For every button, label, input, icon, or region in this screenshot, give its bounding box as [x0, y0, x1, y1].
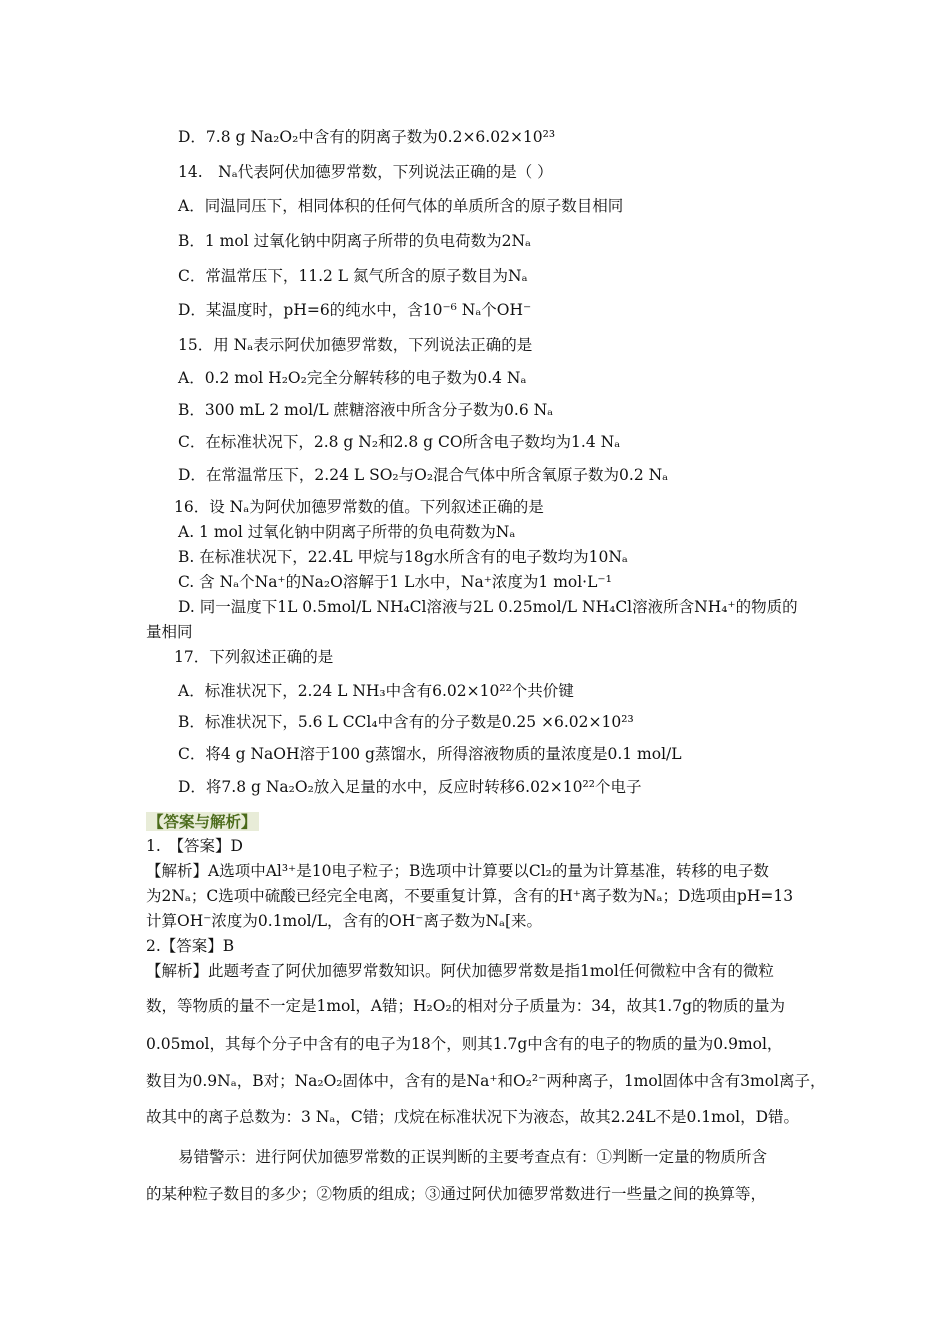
q13-option-d: D．7.8 g Na₂O₂中含有的阴离子数为0.2×6.02×10²³: [178, 128, 556, 146]
explanation-2-line-5: 故其中的离子总数为：3 Nₐ，C错；戊烷在标准状况下为液态，故其2.24L不是0.1mol，D错。: [146, 1108, 800, 1126]
warning-line-2: 的某种粒子数目的多少；②物质的组成；③通过阿伏加德罗常数进行一些量之间的换算等，: [146, 1185, 767, 1203]
q15-option-c: C．在标准状况下，2.8 g N₂和2.8 g CO所含电子数均为1.4 Nₐ: [178, 433, 621, 451]
q15-option-a: A．0.2 mol H₂O₂完全分解转移的电子数为0.4 Nₐ: [178, 369, 527, 387]
warning-line-1: 易错警示：进行阿伏加德罗常数的正误判断的主要考查点有：①判断一定量的物质所含: [178, 1148, 768, 1166]
explanation-1-line-3: 计算OH⁻浓度为0.1mol/L，含有的OH⁻离子数为Nₐ[来。: [146, 912, 543, 930]
explanation-1-line-1: 【解析】A选项中Al³⁺是10电子粒子；B选项中计算要以Cl₂的量为计算基准，转移的电子数: [146, 862, 769, 880]
q16-option-c: C. 含 Nₐ个Na⁺的Na₂O溶解于1 L水中，Na⁺浓度为1 mol·L⁻¹: [178, 573, 612, 591]
q16-option-d: D. 同一温度下1L 0.5mol/L NH₄Cl溶液与2L 0.25mol/L NH₄Cl溶液所含NH₄⁺的物质的: [178, 598, 798, 616]
q14-option-d: D．某温度时，pH=6的纯水中，含10⁻⁶ Nₐ个OH⁻: [178, 301, 532, 319]
q16-option-d-cont: 量相同: [146, 623, 193, 641]
q17-option-a: A．标准状况下，2.24 L NH₃中含有6.02×10²²个共价键: [178, 682, 574, 700]
explanation-2-line-1: 【解析】此题考查了阿伏加德罗常数知识。阿伏加德罗常数是指1mol任何微粒中含有的微粒: [146, 962, 774, 980]
explanation-2-line-4: 数目为0.9Nₐ，B对；Na₂O₂固体中，含有的是Na⁺和O₂²⁻两种离子，1mol固体中含有3mol离子，: [146, 1072, 826, 1090]
q17-stem: 17．下列叙述正确的是: [174, 648, 334, 666]
q17-option-c: C．将4 g NaOH溶于100 g蒸馏水，所得溶液物质的量浓度是0.1 mol/L: [178, 745, 682, 763]
q15-stem: 15．用 Nₐ表示阿伏加德罗常数，下列说法正确的是: [178, 336, 533, 354]
q15-option-b: B．300 mL 2 mol/L 蔗糖溶液中所含分子数为0.6 Nₐ: [178, 401, 554, 419]
q16-option-a: A. 1 mol 过氧化钠中阴离子所带的负电荷数为Nₐ: [178, 523, 516, 541]
q17-option-d: D．将7.8 g Na₂O₂放入足量的水中，反应时转移6.02×10²²个电子: [178, 778, 642, 796]
answer-1: 1. 【答案】D: [146, 837, 243, 855]
q17-option-b: B．标准状况下，5.6 L CCl₄中含有的分子数是0.25 ×6.02×10²³: [178, 713, 634, 731]
explanation-2-line-2: 数，等物质的量不一定是1mol，A错；H₂O₂的相对分子质量为：34，故其1.7g的物质的量为: [146, 997, 785, 1015]
q15-option-d: D．在常温常压下，2.24 L SO₂与O₂混合气体中所含氧原子数为0.2 Nₐ: [178, 466, 669, 484]
q16-stem: 16．设 Nₐ为阿伏加德罗常数的值。下列叙述正确的是: [174, 498, 544, 516]
q14-option-b: B．1 mol 过氧化钠中阴离子所带的负电荷数为2Nₐ: [178, 232, 531, 250]
q14-stem: 14. Nₐ代表阿伏加德罗常数，下列说法正确的是（ ）: [178, 163, 553, 181]
explanation-1-line-2: 为2Nₐ；C选项中硫酸已经完全电离，不要重复计算，含有的H⁺离子数为Nₐ；D选项由pH=13: [146, 887, 794, 905]
q14-option-a: A．同温同压下，相同体积的任何气体的单质所含的原子数目相同: [178, 197, 624, 215]
answer-2: 2.【答案】B: [146, 937, 235, 955]
q16-option-b: B. 在标准状况下，22.4L 甲烷与18g水所含有的电子数均为10Nₐ: [178, 548, 628, 566]
q14-option-c: C．常温常压下，11.2 L 氮气所含的原子数目为Nₐ: [178, 267, 528, 285]
explanation-2-line-3: 0.05mol，其每个分子中含有的电子为18个，则其1.7g中含有的电子的物质的量为0.9mol，: [146, 1035, 783, 1053]
answer-section-header: 【答案与解析】: [148, 812, 257, 831]
